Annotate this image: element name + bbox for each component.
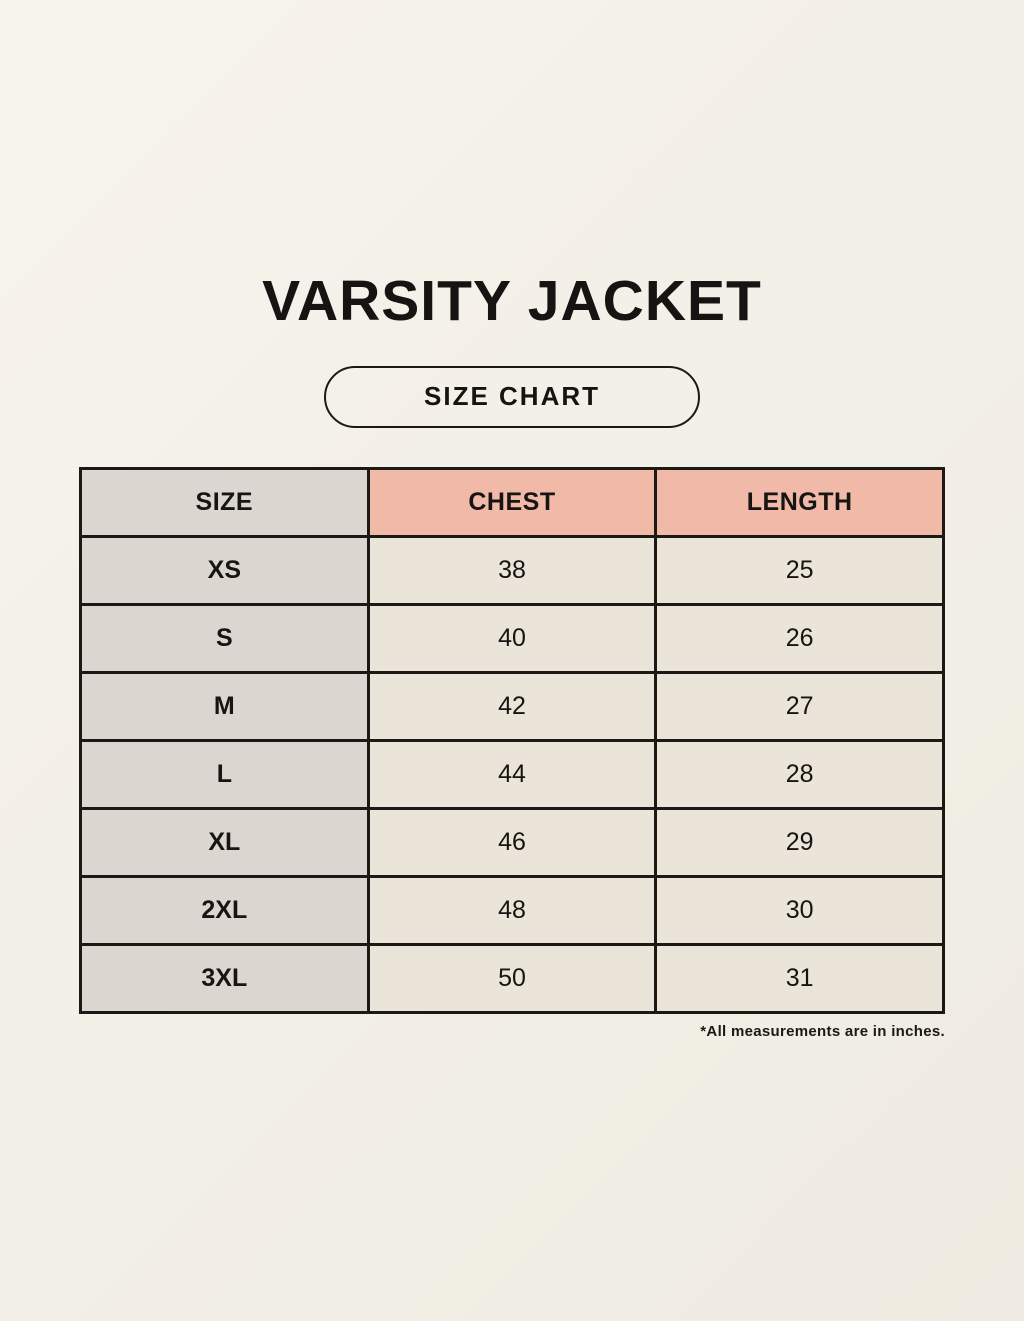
column-header-chest: CHEST — [368, 468, 656, 536]
column-header-length: LENGTH — [656, 468, 944, 536]
chest-cell: 38 — [368, 536, 656, 604]
length-cell: 31 — [656, 944, 944, 1012]
table-header-row — [81, 468, 944, 536]
size-chart-button[interactable] — [324, 366, 700, 428]
length-cell: 26 — [656, 604, 944, 672]
length-cell: 27 — [656, 672, 944, 740]
chest-cell: 44 — [368, 740, 656, 808]
size-chart-button-label: SIZE CHART — [424, 381, 600, 412]
measurements-footnote: *All measurements are in inches. — [700, 1022, 945, 1040]
table-row — [81, 672, 944, 740]
chest-cell: 46 — [368, 808, 656, 876]
size-cell: L — [81, 740, 369, 808]
size-chart-table — [79, 467, 945, 1014]
size-cell: XS — [81, 536, 369, 604]
table-row — [81, 944, 944, 1012]
length-cell: 30 — [656, 876, 944, 944]
size-cell: 2XL — [81, 876, 369, 944]
size-cell: 3XL — [81, 944, 369, 1012]
length-cell: 28 — [656, 740, 944, 808]
table-row — [81, 808, 944, 876]
chest-cell: 48 — [368, 876, 656, 944]
table-row — [81, 604, 944, 672]
page-title: VARSITY JACKET — [262, 269, 762, 333]
size-cell: S — [81, 604, 369, 672]
size-cell: XL — [81, 808, 369, 876]
chest-cell: 40 — [368, 604, 656, 672]
size-cell: M — [81, 672, 369, 740]
table-row — [81, 536, 944, 604]
table-row — [81, 876, 944, 944]
chest-cell: 50 — [368, 944, 656, 1012]
table-row — [81, 740, 944, 808]
length-cell: 29 — [656, 808, 944, 876]
length-cell: 25 — [656, 536, 944, 604]
column-header-size: SIZE — [81, 468, 369, 536]
chest-cell: 42 — [368, 672, 656, 740]
